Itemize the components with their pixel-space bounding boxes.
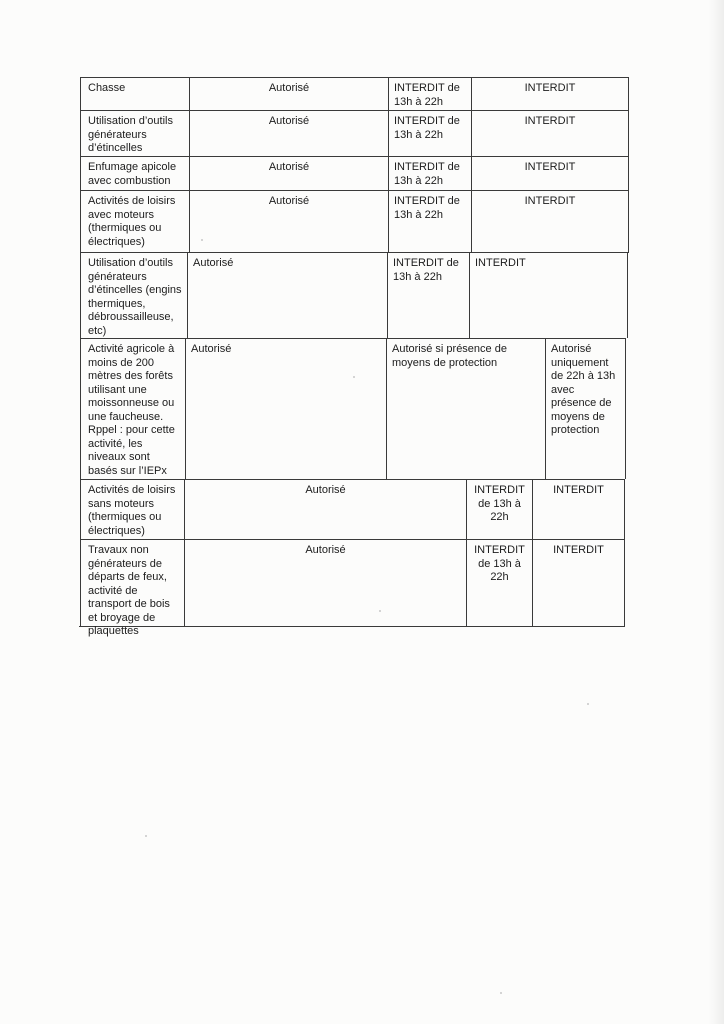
status-cell: Autorisé [193, 257, 234, 269]
row-divider [80, 539, 625, 540]
table-border-right [625, 338, 626, 479]
status-cell: INTERDIT [524, 195, 576, 207]
activity-cell: Activités de loisirs avec moteurs (thermiques ou électriques) [88, 195, 176, 248]
status-cell: INTERDIT de 13h à 22h [474, 544, 525, 583]
table-border-right [624, 479, 625, 626]
scan-speck [500, 992, 502, 994]
row-divider [80, 479, 625, 480]
status-cell: Autorisé [305, 484, 346, 496]
status-cell: INTERDIT de 13h à 22h [394, 82, 460, 108]
scan-speck [379, 610, 381, 612]
status-cell: INTERDIT de 13h à 22h [394, 195, 460, 221]
row-divider [80, 190, 629, 191]
table-border-left [80, 77, 81, 626]
status-cell: INTERDIT [475, 257, 526, 269]
scan-speck [353, 376, 355, 378]
status-cell: Autorisé [268, 115, 310, 127]
status-cell: INTERDIT [524, 161, 576, 173]
status-cell: INTERDIT [553, 544, 604, 556]
status-cell: Autorisé si présence de moyens de protection [392, 343, 507, 369]
activity-cell: Chasse [88, 82, 126, 94]
status-cell: INTERDIT [553, 484, 604, 496]
row-divider [80, 252, 629, 253]
activity-cell: Activité agricole à moins de 200 mètres des forêts utilisant une moissonneuse ou une faucheuse. Rppel : pour cette activité, les niveaux sont basés sur l’IEPx [88, 343, 175, 477]
status-cell: Autorisé [268, 195, 310, 207]
status-cell: INTERDIT de 13h à 22h [394, 161, 460, 187]
status-cell: Autorisé [305, 544, 346, 556]
activity-cell: Travaux non générateurs de départs de feux, activité de transport de bois et broyage de plaquettes [88, 544, 170, 637]
row-divider [80, 156, 629, 157]
status-cell: INTERDIT de 13h à 22h [394, 115, 460, 141]
status-cell: Autorisé [268, 161, 310, 173]
scan-speck [145, 835, 147, 837]
table-border-right [627, 252, 628, 338]
status-cell: INTERDIT de 13h à 22h [393, 257, 459, 283]
status-cell: Autorisé [268, 82, 310, 94]
scan-shadow [708, 0, 724, 1024]
status-cell: Autorisé uniquement de 22h à 13h avec présence de moyens de protection [551, 343, 616, 436]
status-cell: Autorisé [191, 343, 232, 355]
activity-cell: Utilisation d’outils générateurs d’étincelles (engins thermiques, débroussailleuse, etc) [88, 257, 182, 337]
table-border-top [80, 77, 629, 78]
status-cell: INTERDIT de 13h à 22h [474, 484, 525, 523]
table-border-bottom [79, 626, 625, 627]
activity-cell: Enfumage apicole avec combustion [88, 161, 177, 187]
activity-cell: Activités de loisirs sans moteurs (thermiques ou électriques) [88, 484, 176, 537]
scan-speck [201, 239, 203, 241]
activity-cell: Utilisation d’outils générateurs d’étincelles [88, 115, 173, 154]
row-divider [80, 110, 629, 111]
status-cell: INTERDIT [524, 82, 576, 94]
table-border-right [628, 77, 629, 252]
status-cell: INTERDIT [524, 115, 576, 127]
scan-speck [587, 703, 589, 705]
